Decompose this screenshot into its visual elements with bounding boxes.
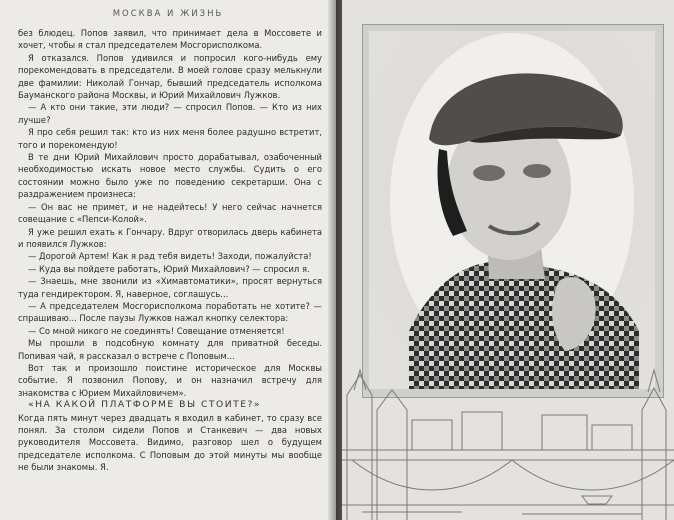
- paragraph: — Он вас не примет, и не надейтесь! У него сейчас начнется совещание с «Пепси-Колой».: [18, 201, 322, 225]
- body-text: [18, 27, 322, 474]
- paragraph: — Со мной никого не соединять! Совещание отменяется!: [28, 325, 285, 336]
- paragraph: Я про себя решил так: кто из них меня более радушно встретит, того и порекомендую!: [18, 127, 322, 150]
- paragraph: Мы прошли в подсобную комнату для приватной беседы. Попивая чай, я рассказал о встрече с Поповым...: [18, 338, 322, 361]
- paragraph: — Дорогой Артем! Как я рад тебя видеть! Заходи, пожалуйста!: [28, 251, 312, 262]
- left-page: [0, 0, 336, 520]
- right-page: [342, 0, 674, 520]
- paragraph: — Куда вы пойдете работать, Юрий Михайлович? — спросил я.: [28, 263, 310, 274]
- paragraph: — Знаешь, мне звонили из «Химавтоматики», просят вернуться туда гендиректором. Я, наверное, соглашусь...: [18, 276, 322, 299]
- paragraph: Я уже решил ехать к Гончару. Вдруг отворилась дверь кабинета и появился Лужков:: [18, 226, 322, 249]
- city-sketch-illustration: [342, 300, 674, 520]
- paragraph: — А председателем Мосгорисполкома поработать не хотите? — спрашиваю... После паузы Лужков нажал кнопку селектора:: [18, 300, 322, 324]
- paragraph: Я отказался. Попов удивился и попросил кого-нибудь ему порекомендовать в председатели. В моей голове сразу мелькнули две фамилии: Николай Гончар, бывший председатель исполкома Бауманского района Москвы, и Юрий Михайлович Лужков.: [18, 52, 322, 101]
- paragraph: без блюдец. Попов заявил, что принимает дела в Моссовете и хочет, чтобы я стал председателем Мосгорисполкома.: [18, 28, 322, 51]
- paragraph: Вот так и произошло поистине историческое для Москвы событие. Я позвонил Попову, и он назначил встречу для знакомства с Юрием Михайловичем».: [18, 362, 322, 398]
- running-head: МОСКВА И ЖИЗНЬ: [112, 9, 224, 19]
- paragraph: — А кто они такие, эти люди? — спросил Попов. — Кто из них лучше?: [18, 102, 322, 125]
- section-title: «НА КАКОЙ ПЛАТФОРМЕ ВЫ СТОИТЕ?»: [28, 399, 262, 411]
- paragraph: В те дни Юрий Михайлович просто дорабатывал, озабоченный необходимостью искать новое место службы. Судить о его состоянии можно было уже по поведению секретарши. Она с раздражением произнеса:: [18, 152, 322, 200]
- paragraph: Когда пять минут через двадцать я входил в кабинет, то сразу все понял. За столом сидели Попов и Станкевич — два новых руководителя Моссовета. Видимо, разговор шел о будущем председателе исполкома. С Поповым до этой минуты мы вообще не были знакомы. Я.: [18, 412, 322, 473]
